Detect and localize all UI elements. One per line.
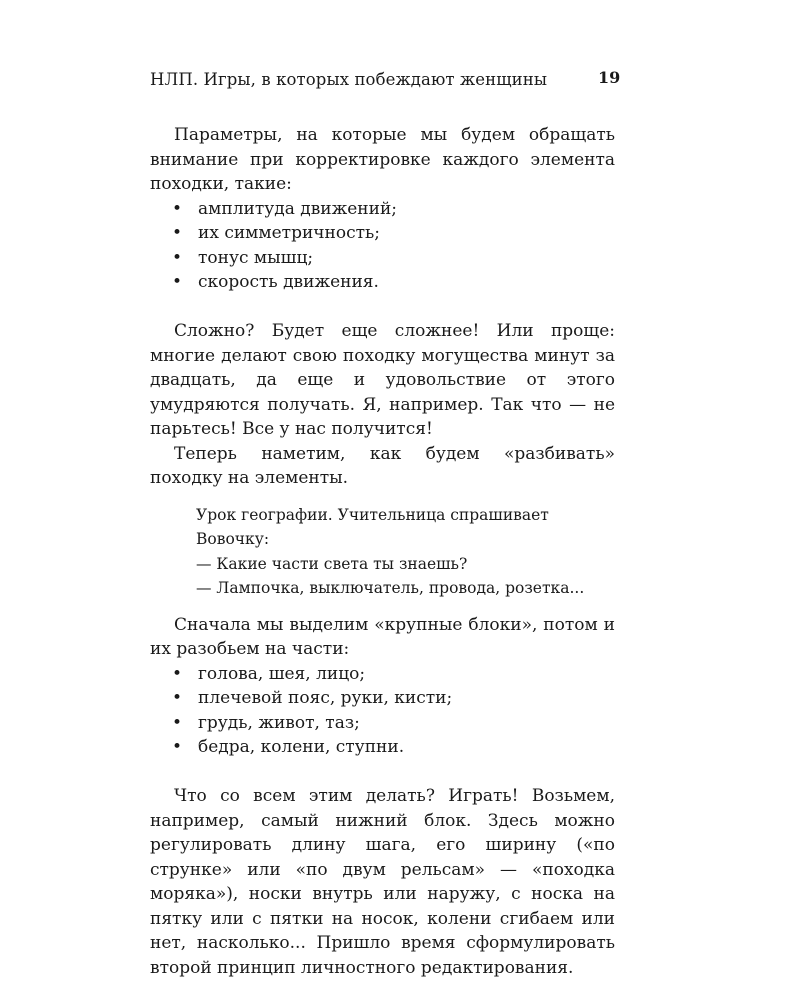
joke-line: — Какие части света ты знаешь? [196, 554, 468, 573]
list-item [150, 662, 615, 687]
bullet-list [150, 662, 615, 760]
joke-line: — Лампочка, выключатель, провода, розетка... [196, 579, 585, 597]
list-item-text: тонус мышц; [198, 247, 314, 268]
list-item [150, 711, 615, 736]
list-item-text: их симметричность; [198, 223, 381, 243]
list-item-text: бедра, колени, ступни. [198, 737, 405, 757]
list-item [150, 686, 615, 711]
bullet-icon: • [172, 223, 183, 243]
bullet-icon: • [172, 663, 183, 684]
paragraph: Что со всем этим делать? Играть! Возьмем, например, самый нижний блок. Здесь можно регулировать длину шага, его ширину («по струнке» или «по двум рельсам» — «походка моряка»), носки внутрь или наружу, с носка на пятку или с пятки на носок, колени сгибаем или нет, насколько... Пришло время сформулировать второй принцип личностного редактирования. [150, 786, 615, 978]
paragraph: Сложно? Будет еще сложнее! Или проще: многие делают свою походку могущества минут за двадцать, да еще и удовольствие от этого умудряются получать. Я, например. Так что — не парьтесь! Все у нас получится! [150, 321, 615, 439]
bullet-icon: • [172, 737, 183, 757]
bullet-icon: • [172, 247, 183, 268]
list-item [150, 221, 615, 246]
bullet-icon: • [172, 712, 183, 733]
joke-block [196, 503, 615, 601]
body-text [150, 123, 615, 980]
list-item [150, 735, 615, 760]
list-item-text: амплитуда движений; [198, 198, 398, 219]
bullet-list [150, 197, 615, 295]
bullet-icon: • [172, 688, 183, 708]
list-item-text: голова, шея, лицо; [198, 663, 366, 684]
list-item [150, 246, 615, 271]
list-item-text: грудь, живот, таз; [198, 712, 360, 733]
bullet-icon: • [172, 198, 183, 219]
running-title: НЛП. Игры, в которых побеждают женщины [150, 70, 548, 89]
paragraph: Теперь наметим, как будем «разбивать» походку на элементы. [150, 443, 615, 488]
paragraph: Сначала мы выделим «крупные блоки», потом и их разобьем на части: [150, 614, 615, 659]
joke-line: Урок географии. Учительница спрашивает Вовочку: [196, 505, 549, 548]
page-number: 19 [598, 68, 621, 87]
list-item-text: плечевой пояс, руки, кисти; [198, 688, 453, 708]
list-item-text: скорость движения. [198, 272, 379, 292]
list-item [150, 197, 615, 222]
paragraph: Параметры, на которые мы будем обращать внимание при корректировке каждого элемента походки, такие: [150, 125, 615, 194]
list-item [150, 270, 615, 295]
bullet-icon: • [172, 272, 183, 292]
